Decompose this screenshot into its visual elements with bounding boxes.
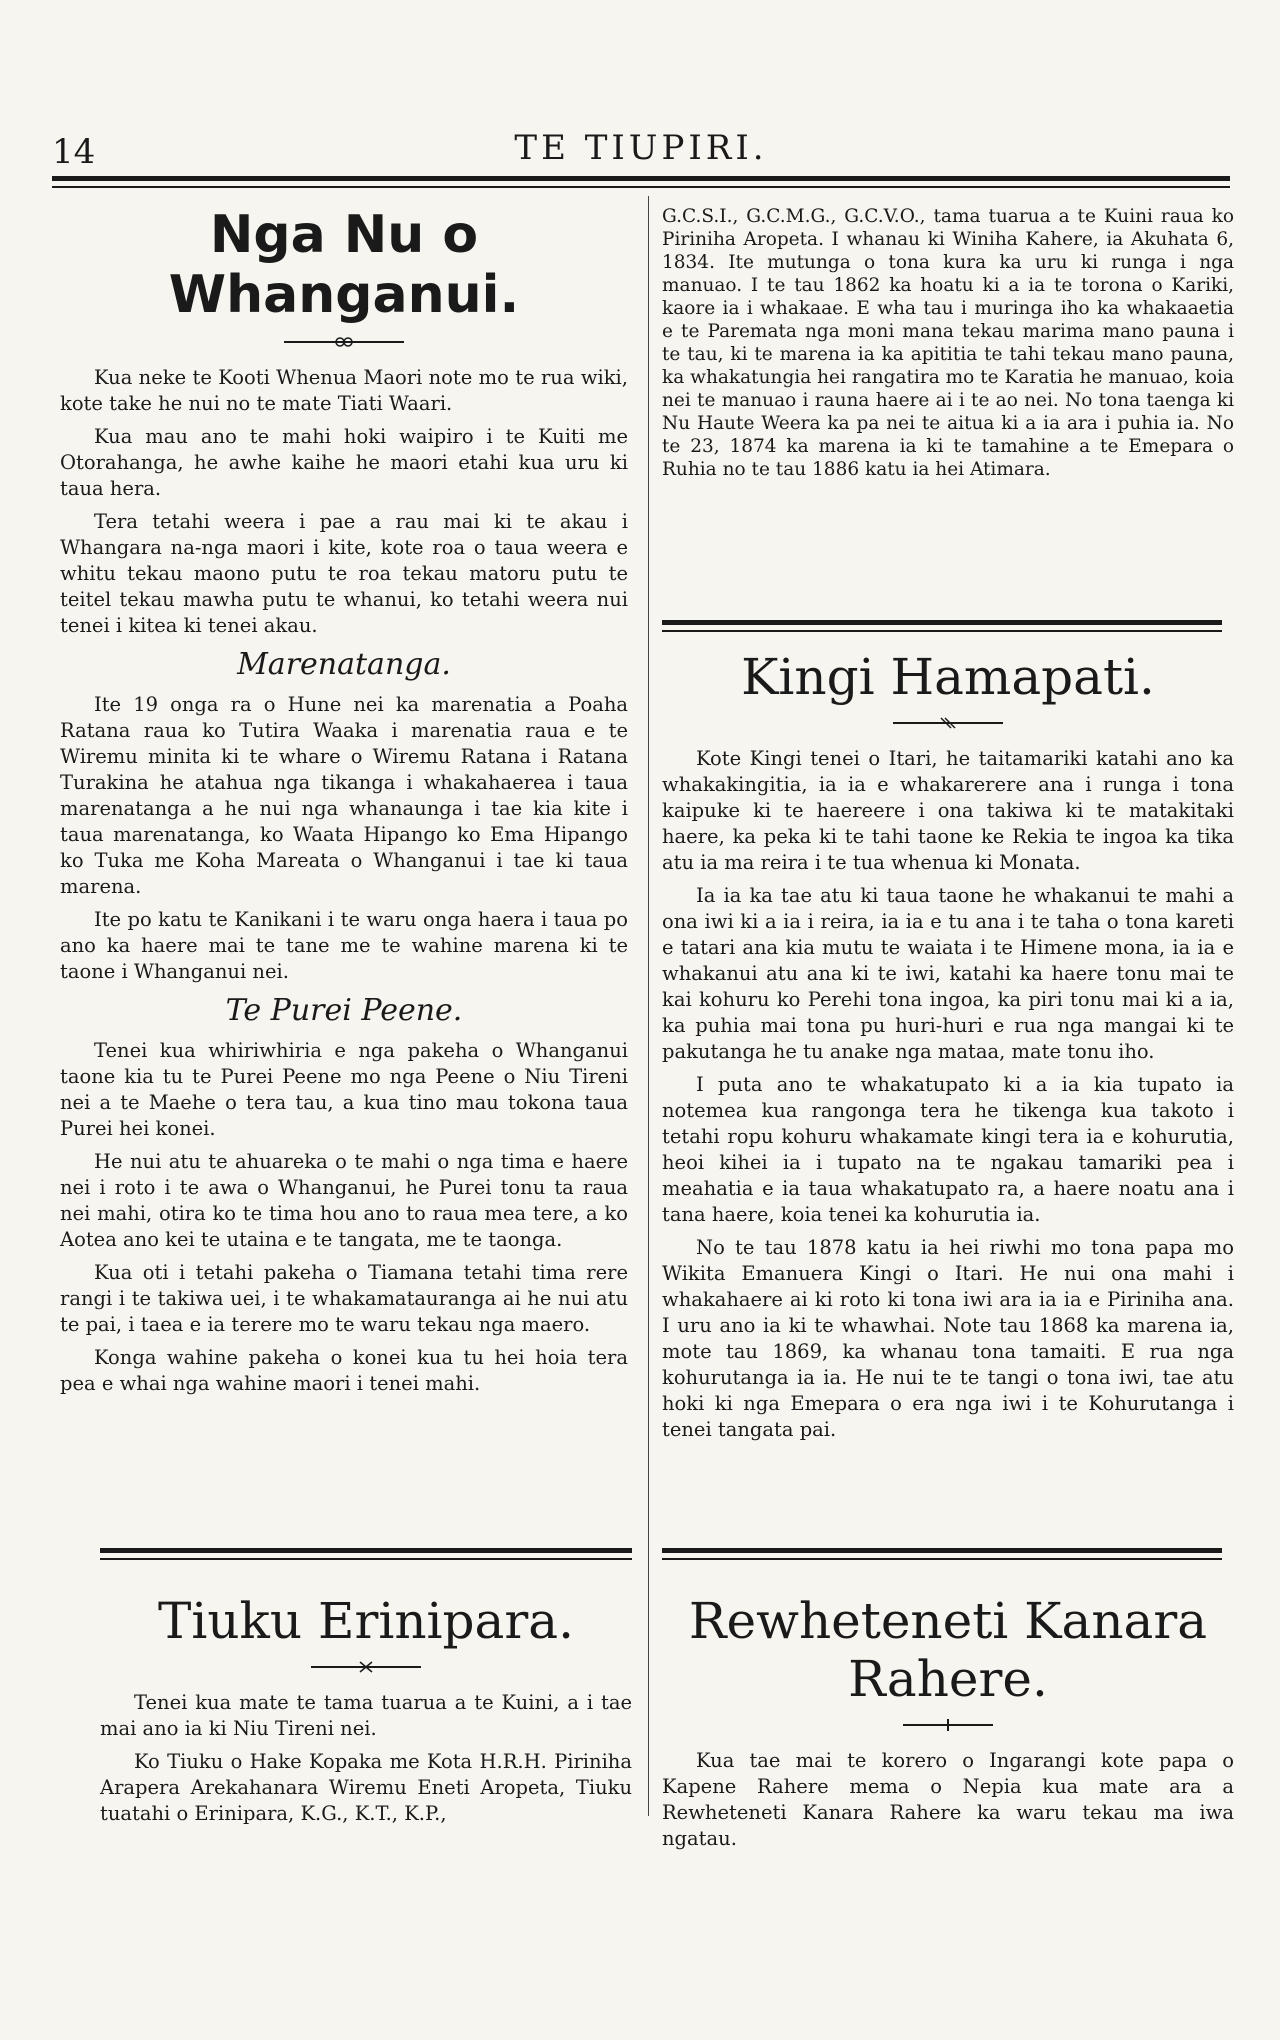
paragraph-continued: G.C.S.I., G.C.M.G., G.C.V.O., tama tuarua a te Kuini raua ko Piriniha Aropeta. I whanau ki Winiha Kahere, ia Akuhata 6, 1834. Ite mutunga o tona kura ka uru ki runga i nga manuao. I te tau 1862 ka hoatu ki a ia te torona o Kariki, kaore ia i whakaae. E wha tau i muringa iho ka whakaaetia e te Paremata nga moni mana tekau marima mano pauna i te tau, ki te marena ia ka apititia te tahi tekau mano pauna, ka whakatungia hei rangatira mo te Karatia he manuao, koia nei te manuao i rauna haere ai i te ao nei. No tona taenga ki Nu Haute Weera ka pa nei te aitua ki a ia ara i puhia ia. No te 23, 1874 ka marena ia ki te tamahine a te Emepara o Ruhia no te tau 1886 katu ia hei Atimara.: [662, 206, 1234, 480]
ornament-divider: [284, 335, 404, 349]
paragraph: Ite 19 onga ra o Hune nei ka marenatia a Poaha Ratana raua ko Tutira Waaka i marenatia raua e te Wiremu minita ki te whare o Wiremu Ratana i Ratana Turakina he atahua nga tikanga i whakahaerea i taua marenatanga a he nui nga whanaunga i tae kia kite i taua marenatanga, ko Waata Hipango ko Ema Hipango ko Tuka me Koha Mareata o Whanganui i tae ki taua marena.: [60, 693, 628, 898]
paragraph: Konga wahine pakeha o konei kua tu hei hoia tera pea e whai nga wahine maori i tenei mahi.: [60, 1346, 628, 1395]
paragraph: Kua mau ano te mahi hoki waipiro i te Kuiti me Otorahanga, he awhe kaihe he maori etahi kua uru ki taua hera.: [60, 425, 628, 500]
article-heading-rewheteneti-line1: Rewheteneti Kanara: [688, 1592, 1208, 1650]
header-rule: [52, 176, 1230, 181]
ornament-divider: [903, 1718, 993, 1732]
paragraph: Tera tetahi weera i pae a rau mai ki te akau i Whangara na-nga maori i kite, kote roa o taua weera e whitu tekau maono putu te roa tekau matoru putu te teitel tekau mawha putu te whanui, ko tetahi weera nui tenei i kitea ki tenei akau.: [60, 510, 628, 637]
paragraph: Kote Kingi tenei o Itari, he taitamariki katahi ano ka whakakingitia, ia ia e whakarerere ana i runga i tona kaipuke ki te haereere i ona takiwa ki te matakitaki haere, ka peka ki te tahi taone ke Rekia te ingoa ka tika atu ia ma reira i te tua whenua ki Monata.: [662, 747, 1234, 874]
ornament-divider: [893, 716, 1003, 730]
paragraph: Tenei kua whiriwhiria e nga pakeha o Whanganui taone kia tu te Purei Peene mo nga Peene o Niu Tireni nei a te Maehe o tera tau, a kua tino mau tokona taua Purei hei konei.: [60, 1039, 628, 1140]
article-heading-kingi: Kingi Hamapati.: [741, 648, 1155, 706]
left-column: [60, 205, 628, 1404]
article-heading-tiuku: Tiuku Erinipara.: [158, 1592, 574, 1650]
bottom-section-rule-thin-right: [662, 1558, 1222, 1560]
rewheteneti-article: [662, 1592, 1234, 1859]
subheading-marenatanga: Marenatanga.: [237, 647, 451, 682]
ornament-divider: [311, 1660, 421, 1674]
paragraph: Ko Tiuku o Hake Kopaka me Kota H.R.H. Piriniha Arapera Arekahanara Wiremu Eneti Aropeta, Tiuku tuatahi o Erinipara, K.G., K.T., K.P.,: [100, 1750, 632, 1825]
article-heading-rewheteneti-line2: Rahere.: [848, 1650, 1048, 1708]
section-rule-thin: [662, 630, 1222, 632]
paragraph: Ite po katu te Kanikani i te waru onga haera i taua po ano ka haere mai te tane me te wahine marena ki te taone i Whanganui nei.: [60, 908, 628, 983]
bottom-section-rule-left: [100, 1548, 632, 1553]
tiuku-article: [100, 1592, 632, 1834]
paragraph: He nui atu te ahuareka o te mahi o nga tima e haere nei i roto i te awa o Whanganui, he Purei tonu ta raua nei mahi, otira ko te tima hou ano to raua mea tere, a ko Aotea ano kei te utaina e te tangata, me te taonga.: [60, 1150, 628, 1251]
paragraph: Tenei kua mate te tama tuarua a te Kuini, a i tae mai ano ia ki Niu Tireni nei.: [100, 1691, 632, 1740]
paragraph: Kua tae mai te korero o Ingarangi kote papa o Kapene Rahere mema o Nepia kua mate ara a Rewheteneti Kanara Rahere ka waru tekau ma iwa ngatau.: [662, 1749, 1234, 1850]
header-rule-thin: [52, 186, 1230, 188]
right-column: [662, 205, 1234, 488]
kingi-article: [662, 648, 1234, 1450]
column-divider: [648, 196, 649, 1816]
article-heading-whanganui: Nga Nu o Whanganui.: [168, 205, 520, 325]
page-number: 14: [52, 132, 96, 172]
bottom-section-rule-right: [662, 1548, 1222, 1553]
paragraph: Ia ia ka tae atu ki taua taone he whakanui te mahi a ona iwi ki a ia i reira, ia ia e tu ana i te taha o tona kareti e tatari ana kia mutu te waiata i te Himene mona, ia ia e whakanui atu ana ki te iwi, katahi ka haere tonu mai te kai kohuru ko Perehi tona ingoa, ka piri tonu mai ki a ia, ka puhia mai tona pu huri-huri e rua nga mangai ki te pakutanga he tu anake nga mataa, mate tonu iho.: [662, 884, 1234, 1063]
paragraph: Kua neke te Kooti Whenua Maori note mo te rua wiki, kote take he nui no te mate Tiati Waari.: [60, 366, 628, 415]
paragraph: I puta ano te whakatupato ki a ia kia tupato ia notemea kua rangonga tera he tikenga kua takoto i tetahi ropu kohuru whakamate kingi tera ia e kohurutia, heoi kihei ia i tupato na te ngakau tamariki pea i meahatia e ia taua whakatupato ra, a haere noatu ana i tana haere, koia tenei ka kohurutia ia.: [662, 1073, 1234, 1226]
subheading-purei-peene: Te Purei Peene.: [225, 993, 463, 1028]
running-title: TE TIUPIRI.: [514, 128, 768, 168]
section-rule: [662, 620, 1222, 625]
bottom-section-rule-thin-left: [100, 1558, 632, 1560]
paragraph: Kua oti i tetahi pakeha o Tiamana tetahi tima rere rangi i te takiwa uei, i te whakamatauranga ai he nui atu te pai, i taea e ia terere mo te waru tekau nga maero.: [60, 1261, 628, 1336]
paragraph: No te tau 1878 katu ia hei riwhi mo tona papa mo Wikita Emanuera Kingi o Itari. He nui ona mahi i whakahaere ai ki roto ki tona iwi ara ia ia e Piriniha ana. I uru ano ia ki te whawhai. Note tau 1868 ka marena ia, mote tau 1869, ka whanau tona tamaiti. E rua nga kohurutanga ia ia. He nui te te tangi o tona iwi, tae atu hoki ki nga Emepara o era nga iwi i te Kohurutanga i tenei tangata pai.: [662, 1236, 1234, 1441]
page-header: [52, 118, 1230, 172]
